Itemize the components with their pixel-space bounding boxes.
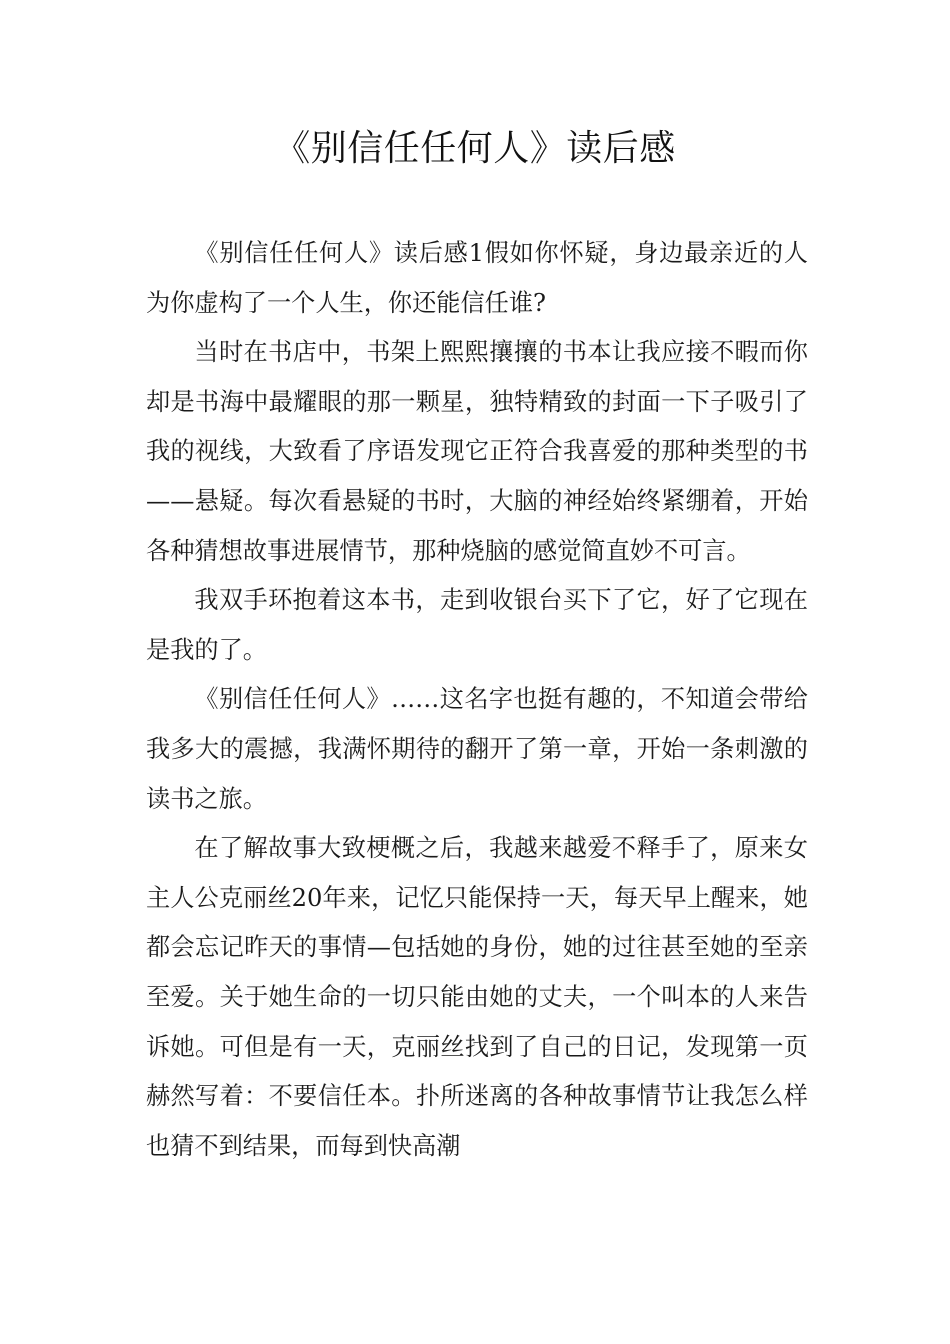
paragraph: 《别信任任何人》……这名字也挺有趣的，不知道会带给我多大的震撼，我满怀期待的翻开了第一章，开始一条刺激的读书之旅。 [146,685,808,813]
paragraph: 当时在书店中，书架上熙熙攘攘的书本让我应接不暇而你却是书海中最耀眼的那一颗星，独特精致的封面一下子吸引了我的视线，大致看了序语发现它正符合我喜爱的那种类型的书——悬疑。每次看悬疑的书时，大脑的神经始终紧绷着，开始各种猜想故事进展情节，那种烧脑的感觉简直妙不可言。 [146,338,808,565]
document-body [146,229,808,1171]
paragraph: 《别信任任何人》读后感1假如你怀疑，身边最亲近的人为你虚构了一个人生，你还能信任谁? [146,239,808,317]
paragraph: 我双手环抱着这本书，走到收银台买下了它，好了它现在是我的了。 [146,586,808,664]
document-title: 《别信任任何人》读后感 [274,128,676,169]
paragraph: 在了解故事大致梗概之后，我越来越爱不释手了，原来女主人公克丽丝20年来，记忆只能保持一天，每天早上醒来，她都会忘记昨天的事情—包括她的身份，她的过往甚至她的至亲至爱。关于她生命的一切只能由她的丈夫，一个叫本的人来告诉她。可但是有一天，克丽丝找到了自己的日记，发现第一页赫然写着：不要信任本。扑所迷离的各种故事情节让我怎么样也猜不到结果，而每到快高潮 [146,834,808,1160]
